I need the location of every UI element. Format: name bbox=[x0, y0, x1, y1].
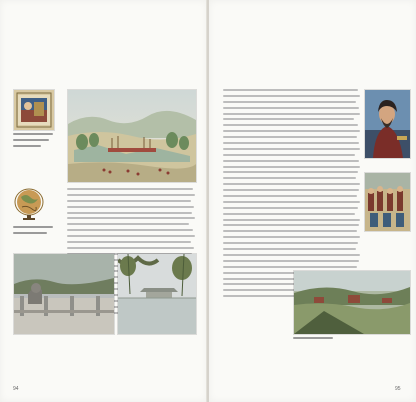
landscape-painting bbox=[67, 89, 197, 183]
historical-scene bbox=[364, 172, 411, 232]
caption-manuscript-line bbox=[13, 139, 49, 141]
manuscript-illustration bbox=[13, 89, 55, 131]
caption-manuscript-line bbox=[13, 133, 53, 135]
city-landscape-photo bbox=[293, 270, 411, 335]
caption-globe-line bbox=[13, 226, 53, 228]
portrait-painting bbox=[364, 89, 411, 159]
right-page bbox=[209, 0, 416, 402]
page-number-left: 94 bbox=[13, 386, 19, 392]
stone-lions-photo bbox=[13, 253, 115, 335]
left-page bbox=[0, 0, 207, 402]
lake-pavilion-photo bbox=[117, 253, 197, 335]
page-number-right: 95 bbox=[395, 386, 401, 392]
caption-city-line bbox=[293, 337, 333, 339]
globe-photo bbox=[12, 187, 46, 221]
caption-manuscript-line bbox=[13, 145, 41, 147]
caption-globe-line bbox=[13, 232, 47, 234]
